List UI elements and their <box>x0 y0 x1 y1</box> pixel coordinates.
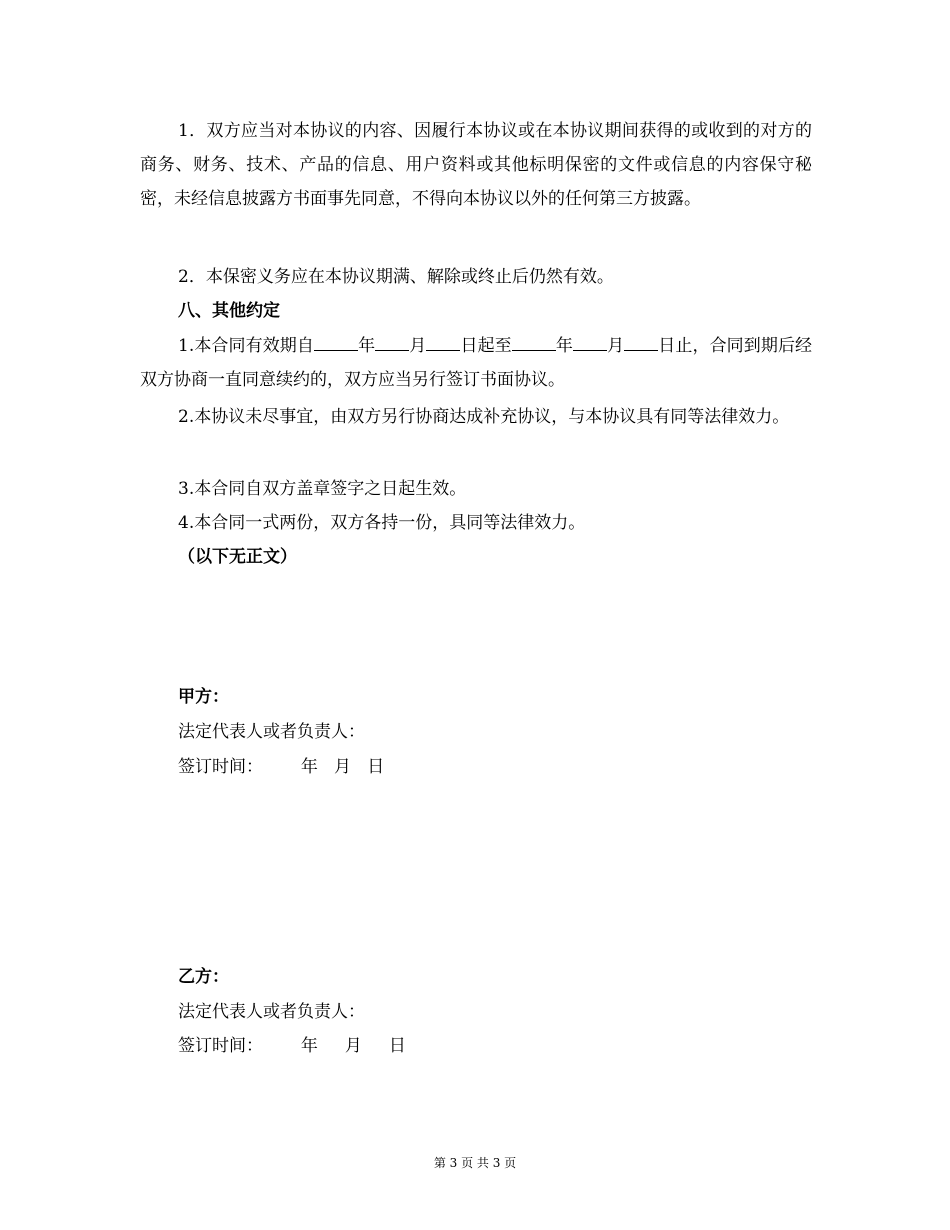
validity-prefix: 1.本合同有效期自 <box>178 336 314 356</box>
start-year-blank <box>314 328 358 351</box>
effective-clause: 3.本合同自双方盖章签字之日起生效。 <box>178 479 467 499</box>
end-day-label: 日止，合同到期后经双方协商一直同意续约的，双方应当另行签订书面协议。 <box>140 336 813 390</box>
start-month-blank <box>375 328 409 351</box>
start-day-label: 日起至 <box>460 336 512 356</box>
party-a-representative: 法定代表人或者负责人： <box>178 722 365 742</box>
party-b-date-line: 签订时间： 年 月 日 <box>178 1036 406 1056</box>
party-a-label: 甲方： <box>178 687 229 707</box>
start-day-blank <box>426 328 460 351</box>
end-month-blank <box>573 328 607 351</box>
page-footer: 第 3 页 共 3 页 <box>433 1156 517 1170</box>
end-year-label: 年 <box>555 336 573 356</box>
validity-clause <box>140 328 812 397</box>
end-day-blank <box>624 328 658 351</box>
party-b-label: 乙方： <box>178 967 229 987</box>
party-a-date-line: 签订时间： 年 月 日 <box>178 757 385 777</box>
confidentiality-clause-1: 1．双方应当对本协议的内容、因履行本协议或在本协议期间获得的或收到的对方的商务、财务、技术、产品的信息、用户资料或其他标明保密的文件或信息的内容保守秘密，未经信息披露方书面事先同意，不得向本协议以外的任何第三方披露。 <box>140 121 812 209</box>
section-8-heading: 八、其他约定 <box>178 301 280 321</box>
party-b-representative: 法定代表人或者负责人： <box>178 1002 365 1022</box>
confidentiality-clause-2: 2．本保密义务应在本协议期满、解除或终止后仍然有效。 <box>178 267 614 287</box>
supplementary-clause: 2.本协议未尽事宜，由双方另行协商达成补充协议，与本协议具有同等法律效力。 <box>178 407 790 427</box>
no-more-text-note: （以下无正文） <box>178 547 297 567</box>
end-year-blank <box>512 328 556 351</box>
start-month-label: 月 <box>409 336 427 356</box>
start-year-label: 年 <box>357 336 376 356</box>
copies-clause: 4.本合同一式两份，双方各持一份，具同等法律效力。 <box>178 513 586 533</box>
end-month-label: 月 <box>606 336 625 356</box>
